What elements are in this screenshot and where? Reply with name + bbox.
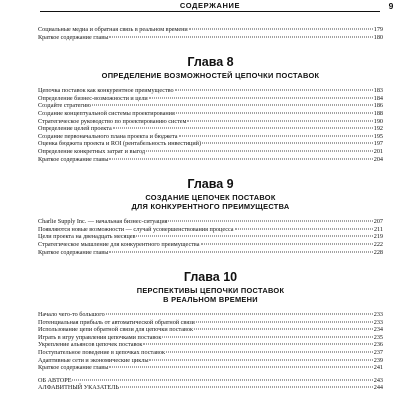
toc-entry[interactable] [38,357,383,365]
toc-entry-page: 207 [373,218,383,226]
toc-entry-title: Адаптивные сети и экономические циклы [38,356,149,364]
toc-entry-title: Краткое содержание главы [38,364,109,372]
toc-entry-title: Социальные медиа и обратная связь в реальном времени [38,26,188,33]
toc-entry-title: Создание концептуальной системы проектирования [38,109,175,117]
dot-leader [168,221,372,222]
running-head [0,0,420,14]
toc-entry[interactable] [38,102,383,110]
toc-entry-page: 237 [373,349,383,357]
toc-entry[interactable] [38,95,383,103]
toc-entry-page: 233 [373,311,383,319]
dot-leader [194,329,373,330]
toc-entry-page: 183 [373,87,383,95]
toc-entry[interactable] [38,364,383,372]
dot-leader [149,359,372,360]
dot-leader [109,36,372,37]
toc-entry-page: 234 [373,326,383,334]
toc-entry-title: Создайте стратегию [38,102,91,110]
toc-entry-title: Краткое содержание главы [38,155,109,163]
toc-entry-page: 233 [373,318,383,326]
toc-entry-page: 197 [373,140,383,148]
dot-leader [143,344,372,345]
toc-entry[interactable] [38,319,383,327]
dot-leader [106,314,373,315]
dot-leader [176,112,373,113]
chapter-title [38,71,383,80]
toc-entry-title: Стратегическое мышление для конкурентного преимущества [38,240,200,248]
toc-entry-page: 204 [373,155,383,163]
toc-entry-page: 195 [373,132,383,140]
toc-entry[interactable] [38,34,383,42]
toc-entry-title: Создание первоначального плана проекта и бюджета [38,132,178,140]
toc-entry-page: 228 [373,248,383,256]
toc-entry-title: Оценка бюджета проекта и ROI (рентабельность инвестиций) [38,140,202,148]
toc-entry-page: 219 [373,233,383,241]
toc-entry[interactable] [38,118,383,126]
chapter-title-line: СОЗДАНИЕ ЦЕПОЧЕК ПОСТАВОК [145,193,276,203]
toc-entry-title: Стратегическое руководство по проектированию систем [38,117,187,125]
toc-entry-page: 201 [373,147,383,155]
toc-entry-page: 186 [373,102,383,110]
toc-entry[interactable] [38,133,383,141]
toc-entry-page: 243 [373,376,383,384]
toc-entry[interactable] [38,249,383,257]
chapter-number: Глава 10 [183,270,238,285]
toc-entry[interactable] [38,26,383,34]
toc-entry-page: 222 [373,240,383,248]
toc-entry-page: 235 [373,333,383,341]
toc-entry[interactable] [38,110,383,118]
chapter-title-line: ПЕРСПЕКТИВЫ ЦЕПОЧКИ ПОСТАВОК [136,286,285,296]
toc-entry-page: 190 [373,117,383,125]
toc-entry-title: Краткое содержание главы [38,248,109,256]
toc-entry[interactable] [38,334,383,342]
dot-leader [113,128,373,129]
toc-entry[interactable] [38,341,383,349]
toc-entry-title: Определение целей проекта [38,125,112,133]
toc-entry[interactable] [38,311,383,319]
dot-leader [109,158,372,159]
dot-leader [109,251,372,252]
dot-leader [149,97,373,98]
toc-entry-page: 244 [373,384,383,392]
dot-leader [202,143,373,144]
dot-leader [109,367,372,368]
dot-leader [189,29,373,30]
toc-entry[interactable] [38,233,383,241]
dot-leader [201,243,373,244]
toc-entry-title: Цели проекта на двенадцать месяцев [38,233,136,241]
table-of-contents [38,26,383,392]
toc-entry-title: ОБ АВТОРЕ [38,376,72,384]
running-head-title: СОДЕРЖАНИЕ [179,1,241,10]
toc-entry[interactable] [38,156,383,164]
chapter-number: Глава 9 [187,177,234,192]
toc-entry-title: Потенциальная прибыль от автоматической обратной связи [38,318,195,326]
toc-entry[interactable] [38,349,383,357]
dot-leader [175,90,373,91]
toc-entry[interactable] [38,384,383,392]
chapter-number: Глава 8 [187,55,234,70]
dot-leader [72,379,372,380]
toc-entry[interactable] [38,218,383,226]
toc-entry-title: АЛФАВИТНЫЙ УКАЗАТЕЛЬ [38,384,119,392]
dot-leader [136,236,372,237]
toc-entry-page: 239 [373,356,383,364]
dot-leader [196,321,373,322]
dot-leader [166,352,373,353]
dot-leader [235,228,373,229]
toc-entry-title: Появляются новые возможности — случай усовершенствования процесса [38,225,234,233]
toc-entry-page: 236 [373,341,383,349]
toc-entry-page: 211 [373,225,383,233]
dot-leader [92,105,373,106]
page-number: 9 [388,1,394,11]
dot-leader [146,150,373,151]
chapter-title-line: В РЕАЛЬНОМ ВРЕМЕНИ [163,295,258,305]
toc-entry-page: 192 [373,125,383,133]
chapter-title [38,286,383,304]
toc-entry-title: Поступательное поведение в цепочках поставок [38,349,165,357]
toc-entry[interactable] [38,148,383,156]
toc-entry[interactable] [38,87,383,95]
toc-entry-page: 188 [373,109,383,117]
chapter-title [38,193,383,211]
toc-entry[interactable] [38,226,383,234]
toc-entry-title: Определение конкретных затрат и выгод [38,147,146,155]
dot-leader [179,135,373,136]
toc-entry[interactable] [38,140,383,148]
toc-entry[interactable] [38,241,383,249]
toc-entry-title: Цепочка поставок как конкурентное преимущество [38,87,174,95]
toc-entry-title: Charlie Supply Inc. — начальная бизнес-ситуация [38,218,168,226]
chapter-title-line: ОПРЕДЕЛЕНИЕ ВОЗМОЖНОСТЕЙ ЦЕПОЧКИ ПОСТАВОК [101,71,320,81]
chapter-title-line: ДЛЯ КОНКУРЕНТНОГО ПРЕИМУЩЕСТВА [131,202,290,212]
toc-entry-title: Начало чего-то большого [38,311,105,319]
toc-entry-title: Играть в игру управления цепочками поставок [38,333,162,341]
toc-entry-title: Использование цепи обратной связи для цепочки поставок [38,326,194,334]
toc-entry-title: Определение бизнес-возможности и цели [38,94,148,102]
toc-entry[interactable] [38,125,383,133]
toc-entry-title: Укрепление альянсов цепочек поставок [38,341,143,349]
dot-leader [187,120,372,121]
toc-entry-page: 184 [373,94,383,102]
toc-entry[interactable] [38,326,383,334]
dot-leader [120,387,373,388]
dot-leader [162,336,372,337]
toc-entry-page: 180 [373,33,383,41]
toc-entry-page: 179 [373,26,383,33]
toc-entry-page: 241 [373,364,383,372]
toc-entry-title: Краткое содержание главы [38,33,109,41]
